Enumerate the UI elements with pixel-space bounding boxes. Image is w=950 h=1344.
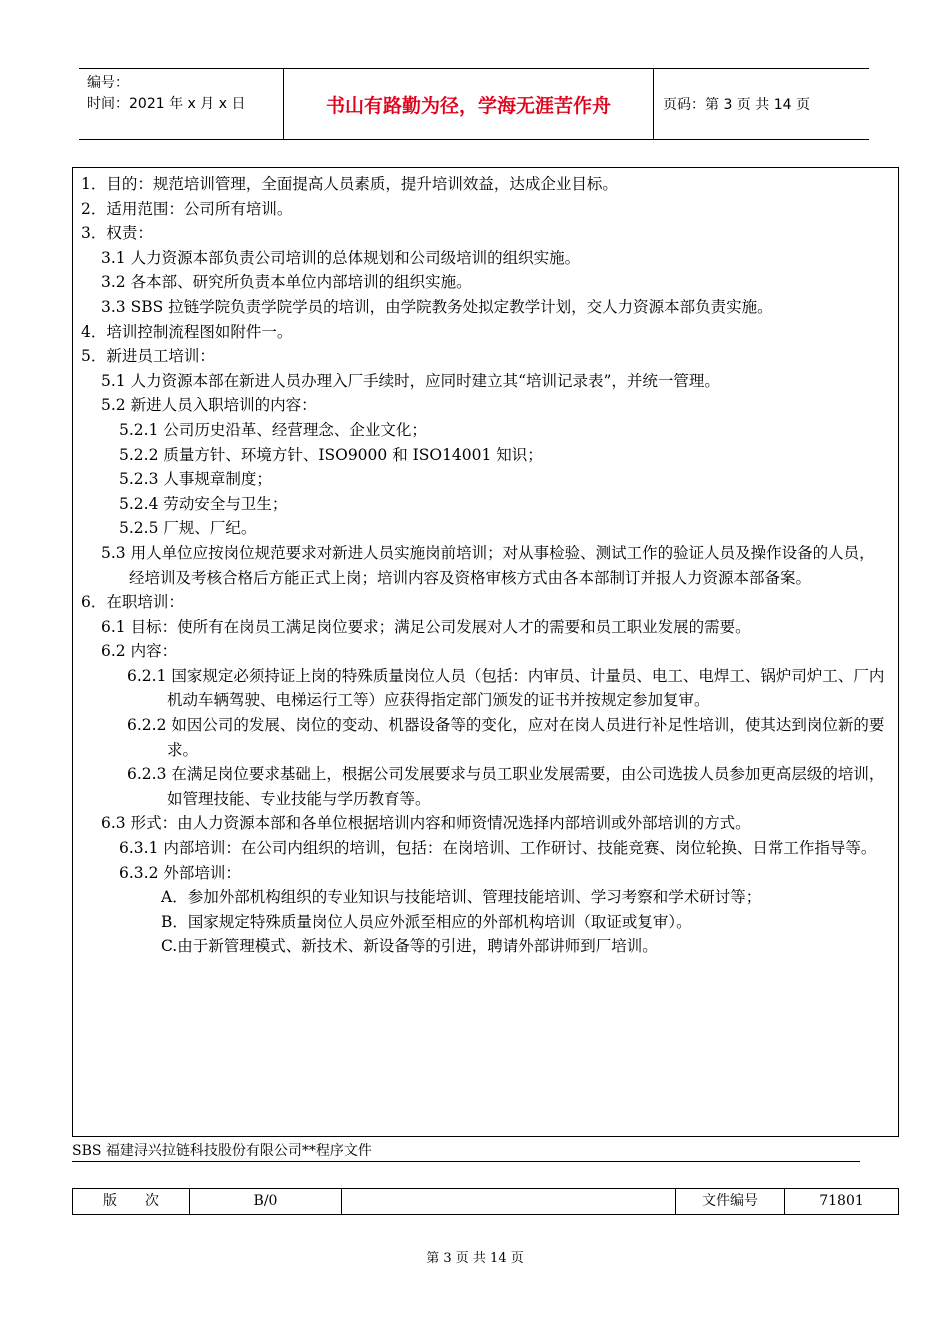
section-2: 2．适用范围：公司所有培训。 bbox=[81, 199, 293, 218]
header-motto: 书山有路勤为径，学海无涯苦作舟 bbox=[283, 69, 654, 139]
section-6-2: 6.2 内容： bbox=[101, 642, 178, 661]
version-value: B/0 bbox=[189, 1189, 341, 1214]
section-6-1: 6.1 目标：使所有在岗员工满足岗位要求；满足公司发展对人才的需要和员工职业发展的需要。 bbox=[101, 617, 751, 636]
header-time: 时间：2021 年 x 月 x 日 bbox=[87, 96, 246, 112]
section-6-2-2: 6.2.2 如因公司的发展、岗位的变动、机器设备等的变化，应对在岗人员进行补足性培训，使其达到岗位新的要求。 bbox=[127, 716, 885, 759]
page-number-footer: 第 3 页 共 14 页 bbox=[426, 1251, 524, 1266]
section-5-2-2: 5.2.2 质量方针、环境方针、ISO9000 和 ISO14001 知识； bbox=[119, 445, 543, 464]
procedure-content bbox=[72, 167, 899, 1137]
section-5-2-1: 5.2.1 公司历史沿革、经营理念、企业文化； bbox=[119, 420, 427, 439]
section-5-2-4: 5.2.4 劳动安全与卫生； bbox=[119, 494, 288, 513]
section-3: 3．权责： bbox=[81, 224, 153, 243]
section-5-1: 5.1 人力资源本部在新进人员办理入厂手续时，应同时建立其“培训记录表”，并统一管理。 bbox=[101, 371, 720, 390]
section-3-1: 3.1 人力资源本部负责公司培训的总体规划和公司级培训的组织实施。 bbox=[101, 248, 581, 267]
document-header bbox=[79, 68, 869, 140]
company-program-document: SBS 福建浔兴拉链科技股份有限公司**程序文件 bbox=[72, 1141, 860, 1162]
header-number: 编号： bbox=[87, 75, 129, 91]
section-6-3-2-c: C.由于新管理模式、新技术、新设备等的引进，聘请外部讲师到厂培训。 bbox=[161, 937, 658, 956]
section-6-3-2-a: A．参加外部机构组织的专业知识与技能培训、管理技能培训、学习考察和学术研讨等； bbox=[161, 888, 762, 907]
section-5-2: 5.2 新进人员入职培训的内容： bbox=[101, 396, 317, 415]
version-label: 版 次 bbox=[103, 1193, 159, 1209]
section-6-3: 6.3 形式：由人力资源本部和各单位根据培训内容和师资情况选择内部培训或外部培训的方式。 bbox=[101, 814, 751, 833]
section-6-3-2-b: B．国家规定特殊质量岗位人员应外派至相应的外部机构培训（取证或复审）。 bbox=[161, 912, 692, 931]
version-table bbox=[72, 1188, 899, 1215]
header-meta bbox=[79, 69, 283, 139]
section-6-2-1: 6.2.1 国家规定必须持证上岗的特殊质量岗位人员（包括：内审员、计量员、电工、电焊工、锅炉司炉工、厂内机动车辆驾驶、电梯运行工等）应获得指定部门颁发的证书并按规定参加复审。 bbox=[127, 666, 885, 710]
section-4: 4．培训控制流程图如附件一。 bbox=[81, 322, 293, 341]
section-5-2-5: 5.2.5 厂规、厂纪。 bbox=[119, 519, 257, 538]
section-6-3-2: 6.3.2 外部培训： bbox=[119, 863, 241, 882]
section-3-3: 3.3 SBS 拉链学院负责学院学员的培训，由学院教务处拟定教学计划，交人力资源本部负责实施。 bbox=[101, 297, 773, 316]
version-blank-cell bbox=[341, 1189, 675, 1214]
section-6: 6．在职培训： bbox=[81, 593, 184, 612]
doc-number-label: 文件编号 bbox=[675, 1189, 784, 1214]
section-5-3: 5.3 用人单位应按岗位规范要求对新进人员实施岗前培训；对从事检验、测试工作的验证人员及操作设备的人员，经培训及考核合格后方能正式上岗；培训内容及资格审核方式由各本部制订并报人力资源本部备案。 bbox=[101, 543, 875, 587]
header-page-info: 页码：第 3 页 共 14 页 bbox=[663, 97, 810, 113]
section-6-2-3: 6.2.3 在满足岗位要求基础上，根据公司发展要求与员工职业发展需要，由公司选拔人员参加更高层级的培训，如管理技能、专业技能与学历教育等。 bbox=[127, 765, 885, 808]
section-5-2-3: 5.2.3 人事规章制度； bbox=[119, 470, 272, 489]
doc-number-value: 71801 bbox=[784, 1189, 898, 1214]
section-6-3-1: 6.3.1 内部培训：在公司内组织的培训，包括：在岗培训、工作研讨、技能竞赛、岗位轮换、日常工作指导等。 bbox=[119, 839, 877, 858]
section-3-2: 3.2 各本部、研究所负责本单位内部培训的组织实施。 bbox=[101, 273, 472, 292]
section-1: 1．目的：规范培训管理，全面提高人员素质，提升培训效益，达成企业目标。 bbox=[81, 175, 618, 193]
section-5: 5．新进员工培训： bbox=[81, 347, 215, 366]
